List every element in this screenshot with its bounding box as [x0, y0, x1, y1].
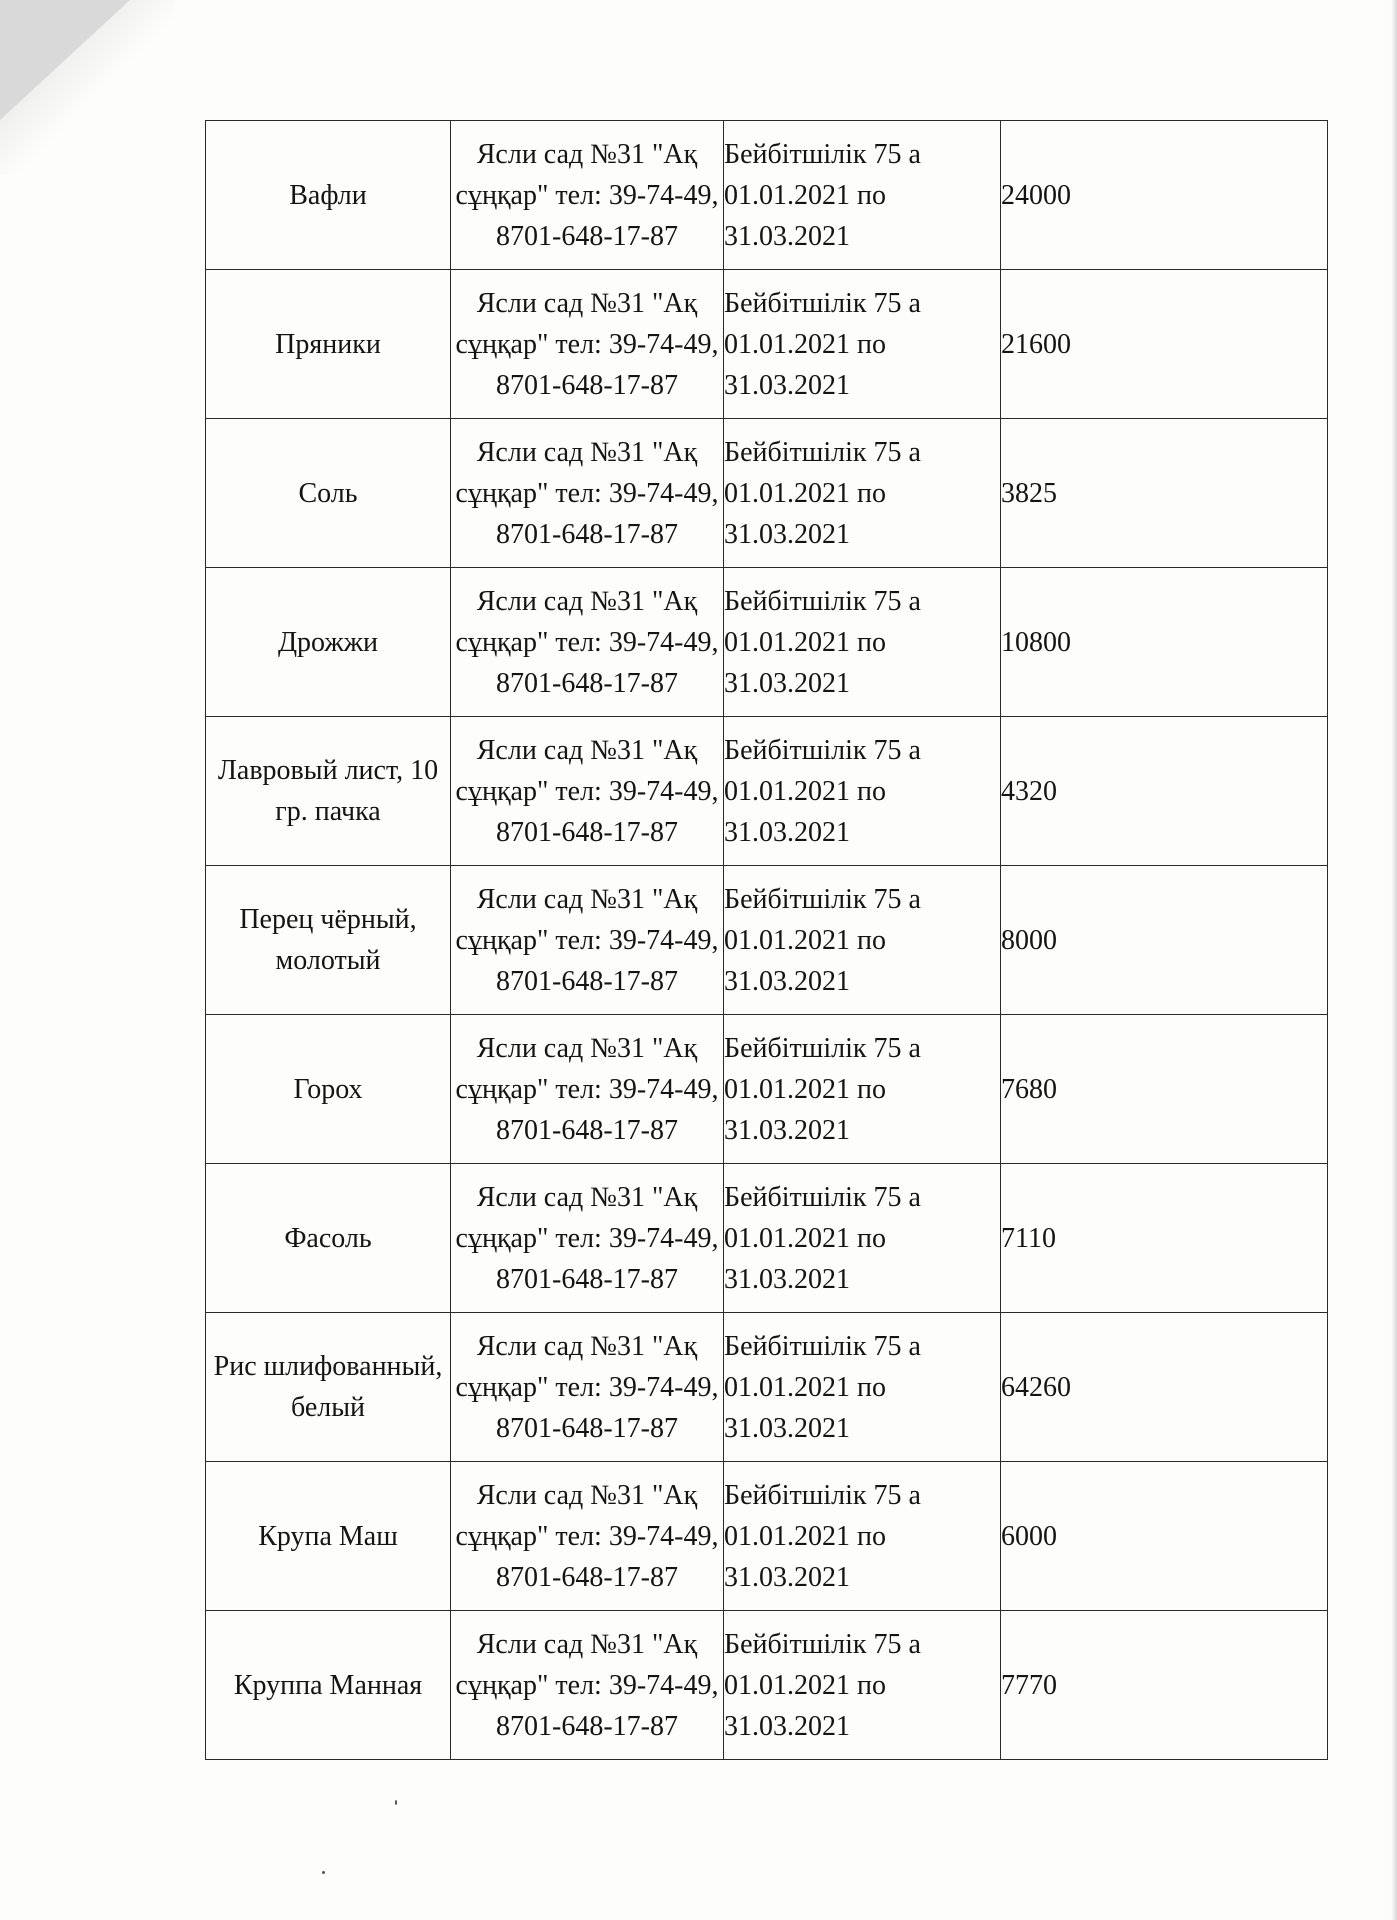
address-period: Бейбітшілік 75 а 01.01.2021 по 31.03.2021: [724, 866, 1001, 1015]
amount-value: 3825: [1001, 419, 1328, 568]
page-edge-shadow: [1391, 0, 1397, 1920]
address-period: Бейбітшілік 75 а 01.01.2021 по 31.03.2021: [724, 1611, 1001, 1760]
supplier-info: Ясли сад №31 "Ақ сұңқар" тел: 39-74-49, 8701-648-17-87: [451, 419, 724, 568]
address-period: Бейбітшілік 75 а 01.01.2021 по 31.03.2021: [724, 121, 1001, 270]
table-row: [206, 419, 1328, 568]
amount-value: 24000: [1001, 121, 1328, 270]
scan-speck: [322, 1871, 325, 1874]
supplier-info: Ясли сад №31 "Ақ сұңқар" тел: 39-74-49, 8701-648-17-87: [451, 1015, 724, 1164]
product-name: Перец чёрный, молотый: [206, 866, 451, 1015]
supplier-info: Ясли сад №31 "Ақ сұңқар" тел: 39-74-49, 8701-648-17-87: [451, 1313, 724, 1462]
product-name: Пряники: [206, 270, 451, 419]
amount-value: 7680: [1001, 1015, 1328, 1164]
goods-table: [205, 120, 1328, 1760]
scan-speck: [395, 1800, 397, 1805]
product-name: Соль: [206, 419, 451, 568]
amount-value: 10800: [1001, 568, 1328, 717]
table-row: [206, 1313, 1328, 1462]
supplier-info: Ясли сад №31 "Ақ сұңқар" тел: 39-74-49, 8701-648-17-87: [451, 717, 724, 866]
product-name: Рис шлифованный, белый: [206, 1313, 451, 1462]
amount-value: 7110: [1001, 1164, 1328, 1313]
table-row: [206, 121, 1328, 270]
address-period: Бейбітшілік 75 а 01.01.2021 по 31.03.2021: [724, 1313, 1001, 1462]
amount-value: 8000: [1001, 866, 1328, 1015]
supplier-info: Ясли сад №31 "Ақ сұңқар" тел: 39-74-49, 8701-648-17-87: [451, 1611, 724, 1760]
table-row: [206, 1015, 1328, 1164]
folded-corner: [0, 0, 130, 120]
table-row: [206, 1462, 1328, 1611]
table-row: [206, 1611, 1328, 1760]
address-period: Бейбітшілік 75 а 01.01.2021 по 31.03.2021: [724, 568, 1001, 717]
amount-value: 7770: [1001, 1611, 1328, 1760]
product-name: Фасоль: [206, 1164, 451, 1313]
supplier-info: Ясли сад №31 "Ақ сұңқар" тел: 39-74-49, 8701-648-17-87: [451, 121, 724, 270]
amount-value: 64260: [1001, 1313, 1328, 1462]
table-row: [206, 717, 1328, 866]
product-name: Лавровый лист, 10 гр. пачка: [206, 717, 451, 866]
supplier-info: Ясли сад №31 "Ақ сұңқар" тел: 39-74-49, 8701-648-17-87: [451, 1462, 724, 1611]
supplier-info: Ясли сад №31 "Ақ сұңқар" тел: 39-74-49, 8701-648-17-87: [451, 1164, 724, 1313]
amount-value: 4320: [1001, 717, 1328, 866]
supplier-info: Ясли сад №31 "Ақ сұңқар" тел: 39-74-49, 8701-648-17-87: [451, 270, 724, 419]
table-row: [206, 866, 1328, 1015]
table-row: [206, 270, 1328, 419]
table-row: [206, 568, 1328, 717]
amount-value: 21600: [1001, 270, 1328, 419]
supplier-info: Ясли сад №31 "Ақ сұңқар" тел: 39-74-49, 8701-648-17-87: [451, 866, 724, 1015]
address-period: Бейбітшілік 75 а 01.01.2021 по 31.03.2021: [724, 1462, 1001, 1611]
product-name: Дрожжи: [206, 568, 451, 717]
supplier-info: Ясли сад №31 "Ақ сұңқар" тел: 39-74-49, 8701-648-17-87: [451, 568, 724, 717]
table-row: [206, 1164, 1328, 1313]
product-name: Горох: [206, 1015, 451, 1164]
address-period: Бейбітшілік 75 а 01.01.2021 по 31.03.2021: [724, 1164, 1001, 1313]
product-name: Вафли: [206, 121, 451, 270]
product-name: Крупа Маш: [206, 1462, 451, 1611]
address-period: Бейбітшілік 75 а 01.01.2021 по 31.03.2021: [724, 1015, 1001, 1164]
amount-value: 6000: [1001, 1462, 1328, 1611]
address-period: Бейбітшілік 75 а 01.01.2021 по 31.03.2021: [724, 419, 1001, 568]
product-name: Круппа Манная: [206, 1611, 451, 1760]
address-period: Бейбітшілік 75 а 01.01.2021 по 31.03.2021: [724, 717, 1001, 866]
address-period: Бейбітшілік 75 а 01.01.2021 по 31.03.2021: [724, 270, 1001, 419]
